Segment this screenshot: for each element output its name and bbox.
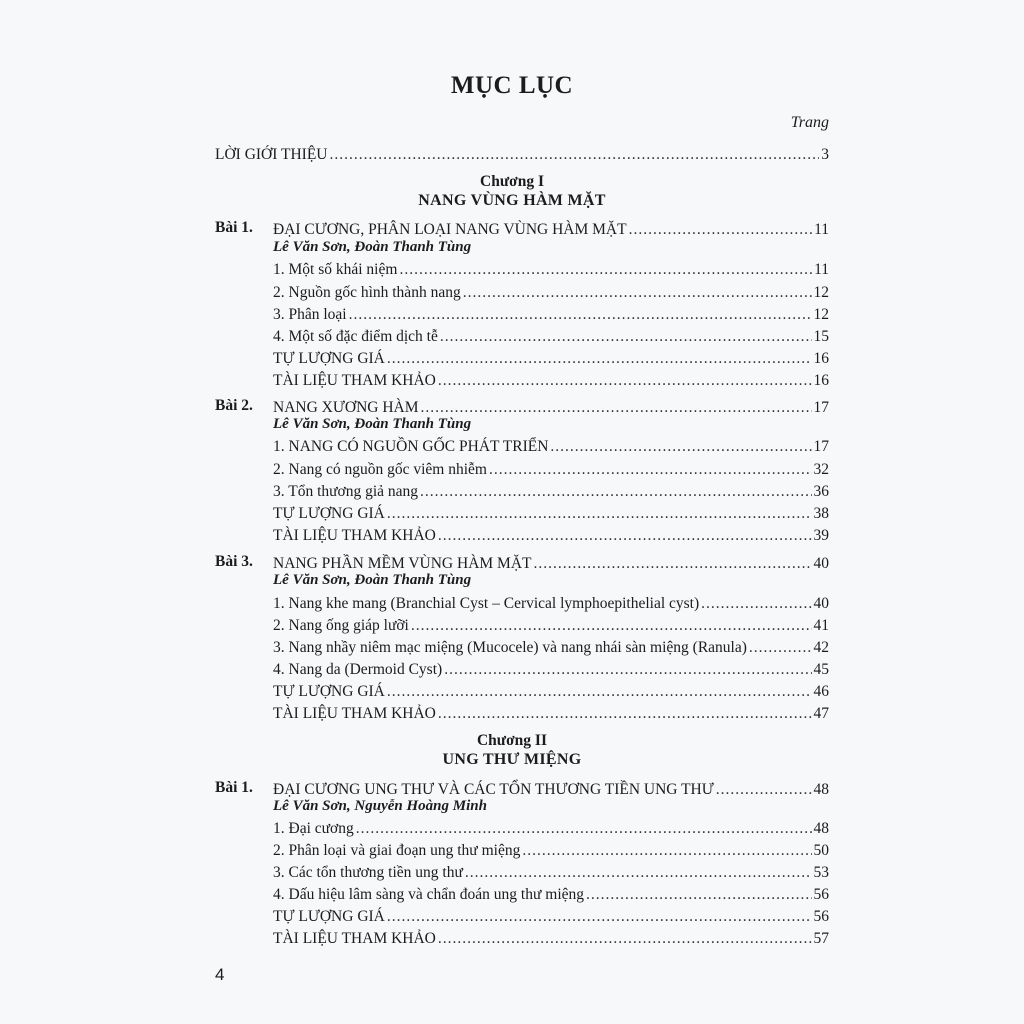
toc-entry-page: 47 — [813, 705, 829, 722]
toc-entry-page: 11 — [814, 261, 829, 278]
leader-dots — [701, 593, 811, 615]
toc-entry-page: 56 — [813, 908, 829, 925]
toc-entry-page: 48 — [813, 820, 829, 837]
toc-entry[interactable] — [273, 818, 829, 840]
toc-entry[interactable] — [273, 906, 829, 928]
leader-dots — [586, 884, 811, 906]
toc-entry-label: TÀI LIỆU THAM KHẢO — [273, 705, 436, 722]
toc-entry-intro[interactable] — [215, 144, 829, 166]
toc-entry-label: TỰ LƯỢNG GIÁ — [273, 350, 385, 367]
toc-entry[interactable] — [273, 348, 829, 370]
toc-entry-label: 3. Nang nhầy niêm mạc miệng (Mucocele) và nang nhái sàn miệng (Ranula) — [273, 639, 747, 656]
toc-entry-page: 17 — [813, 438, 829, 455]
toc-entry[interactable] — [273, 370, 829, 392]
chapter-label: Chương II — [476, 732, 547, 749]
toc-entry-page: 41 — [813, 617, 829, 634]
lesson-page: 11 — [814, 221, 829, 238]
toc-entry[interactable] — [273, 282, 829, 304]
toc-entry[interactable] — [273, 525, 829, 547]
toc-entry[interactable] — [273, 928, 829, 950]
toc-entry-page: 3 — [821, 146, 829, 163]
toc-entry-page: 57 — [813, 930, 829, 947]
toc-entry[interactable] — [273, 304, 829, 326]
toc-entry-lesson[interactable] — [273, 219, 829, 241]
lesson-title: NANG XƯƠNG HÀM — [273, 399, 419, 416]
leader-dots — [438, 370, 812, 392]
toc-entry[interactable] — [273, 862, 829, 884]
leader-dots — [387, 681, 812, 703]
toc-entry-page: 46 — [813, 683, 829, 700]
leader-dots — [411, 615, 812, 637]
toc-entry-label: 3. Tổn thương giả nang — [273, 483, 419, 500]
leader-dots — [387, 906, 812, 928]
leader-dots — [440, 326, 812, 348]
leader-dots — [330, 144, 820, 166]
toc-entry-page: 16 — [813, 372, 829, 389]
toc-entry-page: 16 — [813, 350, 829, 367]
lesson-authors: Lê Văn Sơn, Đoàn Thanh Tùng — [273, 572, 472, 588]
lesson-title: ĐẠI CƯƠNG, PHÂN LOẠI NANG VÙNG HÀM MẶT — [273, 221, 627, 238]
lesson-number: Bài 1. — [215, 779, 253, 796]
leader-dots — [489, 459, 812, 481]
toc-entry-page: 42 — [813, 639, 829, 656]
toc-entry[interactable] — [273, 681, 829, 703]
toc-entry-label: 4. Nang da (Dermoid Cyst) — [273, 661, 443, 678]
lesson-number: Bài 2. — [215, 397, 253, 414]
leader-dots — [534, 553, 812, 575]
toc-entry-label: 1. Nang khe mang (Branchial Cyst – Cervical lymphoepithelial cyst) — [273, 595, 700, 612]
toc-entry[interactable] — [273, 326, 829, 348]
toc-entry-label: 2. Nang ống giáp lưỡi — [273, 617, 409, 634]
lesson-authors: Lê Văn Sơn, Đoàn Thanh Tùng — [273, 416, 472, 432]
leader-dots — [399, 259, 812, 281]
toc-entry-label: 4. Một số đặc điểm dịch tễ — [273, 328, 438, 345]
toc-entry-page: 39 — [813, 527, 829, 544]
leader-dots — [421, 397, 812, 419]
leader-dots — [349, 304, 812, 326]
leader-dots — [550, 436, 811, 458]
leader-dots — [387, 348, 812, 370]
toc-entry-label: 3. Các tổn thương tiền ung thư — [273, 864, 463, 881]
lesson-number: Bài 1. — [215, 219, 253, 236]
lesson-page: 48 — [813, 781, 829, 798]
toc-entry-label: 2. Phân loại và giai đoạn ung thư miệng — [273, 842, 521, 859]
toc-entry-label: TÀI LIỆU THAM KHẢO — [273, 527, 436, 544]
toc-entry-page: 32 — [813, 461, 829, 478]
toc-entry[interactable] — [273, 593, 829, 615]
toc-entry-page: 12 — [813, 284, 829, 301]
toc-entry[interactable] — [273, 259, 829, 281]
leader-dots — [716, 779, 812, 801]
toc-entry[interactable] — [273, 703, 829, 725]
chapter-label: Chương I — [480, 173, 544, 190]
toc-entry-page: 56 — [813, 886, 829, 903]
toc-entry-label: 3. Phân loại — [273, 306, 347, 323]
toc-entry-page: 15 — [813, 328, 829, 345]
leader-dots — [522, 840, 811, 862]
toc-entry-label: 4. Dấu hiệu lâm sàng và chẩn đoán ung thư miệng — [273, 886, 585, 903]
leader-dots — [749, 637, 812, 659]
toc-entry-page: 40 — [813, 595, 829, 612]
lesson-number: Bài 3. — [215, 553, 253, 570]
leader-dots — [629, 219, 812, 241]
lesson-title: ĐẠI CƯƠNG UNG THƯ VÀ CÁC TỔN THƯƠNG TIỀN UNG THƯ — [273, 781, 714, 798]
toc-entry-page: 12 — [813, 306, 829, 323]
leader-dots — [438, 703, 812, 725]
toc-entry[interactable] — [273, 884, 829, 906]
toc-entry[interactable] — [273, 459, 829, 481]
toc-entry-page: 38 — [813, 505, 829, 522]
toc-entry-label: TỰ LƯỢNG GIÁ — [273, 683, 385, 700]
chapter-title: UNG THƯ MIỆNG — [442, 751, 582, 768]
toc-entry-page: 36 — [813, 483, 829, 500]
toc-entry-label: 2. Nguồn gốc hình thành nang — [273, 284, 461, 301]
toc-entry-page: 50 — [813, 842, 829, 859]
toc-entry-label: 1. NANG CÓ NGUỒN GỐC PHÁT TRIỂN — [273, 438, 549, 455]
lesson-title: NANG PHẦN MỀM VÙNG HÀM MẶT — [273, 555, 532, 572]
toc-entry[interactable] — [273, 503, 829, 525]
leader-dots — [387, 503, 812, 525]
toc-entry[interactable] — [273, 659, 829, 681]
leader-dots — [420, 481, 811, 503]
leader-dots — [438, 928, 812, 950]
toc-entry-label: TỰ LƯỢNG GIÁ — [273, 505, 385, 522]
toc-entry-page: 45 — [813, 661, 829, 678]
leader-dots — [438, 525, 812, 547]
toc-entry[interactable] — [273, 481, 829, 503]
leader-dots — [465, 862, 812, 884]
page-number: 4 — [215, 965, 225, 984]
toc-entry-label: 1. Một số khái niệm — [273, 261, 398, 278]
toc-entry-page: 53 — [813, 864, 829, 881]
toc-entry[interactable] — [273, 436, 829, 458]
lesson-page: 17 — [813, 399, 829, 416]
page-title: MỤC LỤC — [450, 72, 574, 99]
leader-dots — [356, 818, 812, 840]
toc-entry-label: LỜI GIỚI THIỆU — [215, 146, 328, 163]
toc-entry[interactable] — [273, 840, 829, 862]
leader-dots — [463, 282, 812, 304]
page-column-label: Trang — [790, 114, 829, 131]
toc-entry[interactable] — [273, 637, 829, 659]
toc-entry-label: TÀI LIỆU THAM KHẢO — [273, 372, 436, 389]
toc-entry-label: TỰ LƯỢNG GIÁ — [273, 908, 385, 925]
chapter-title: NANG VÙNG HÀM MẶT — [418, 192, 606, 209]
lesson-authors: Lê Văn Sơn, Đoàn Thanh Tùng — [273, 239, 472, 255]
toc-entry[interactable] — [273, 615, 829, 637]
lesson-authors: Lê Văn Sơn, Nguyễn Hoàng Minh — [273, 798, 487, 814]
toc-entry-label: TÀI LIỆU THAM KHẢO — [273, 930, 436, 947]
toc-entry-label: 1. Đại cương — [273, 820, 354, 837]
lesson-page: 40 — [813, 555, 829, 572]
toc-entry-label: 2. Nang có nguồn gốc viêm nhiễm — [273, 461, 487, 478]
leader-dots — [444, 659, 811, 681]
